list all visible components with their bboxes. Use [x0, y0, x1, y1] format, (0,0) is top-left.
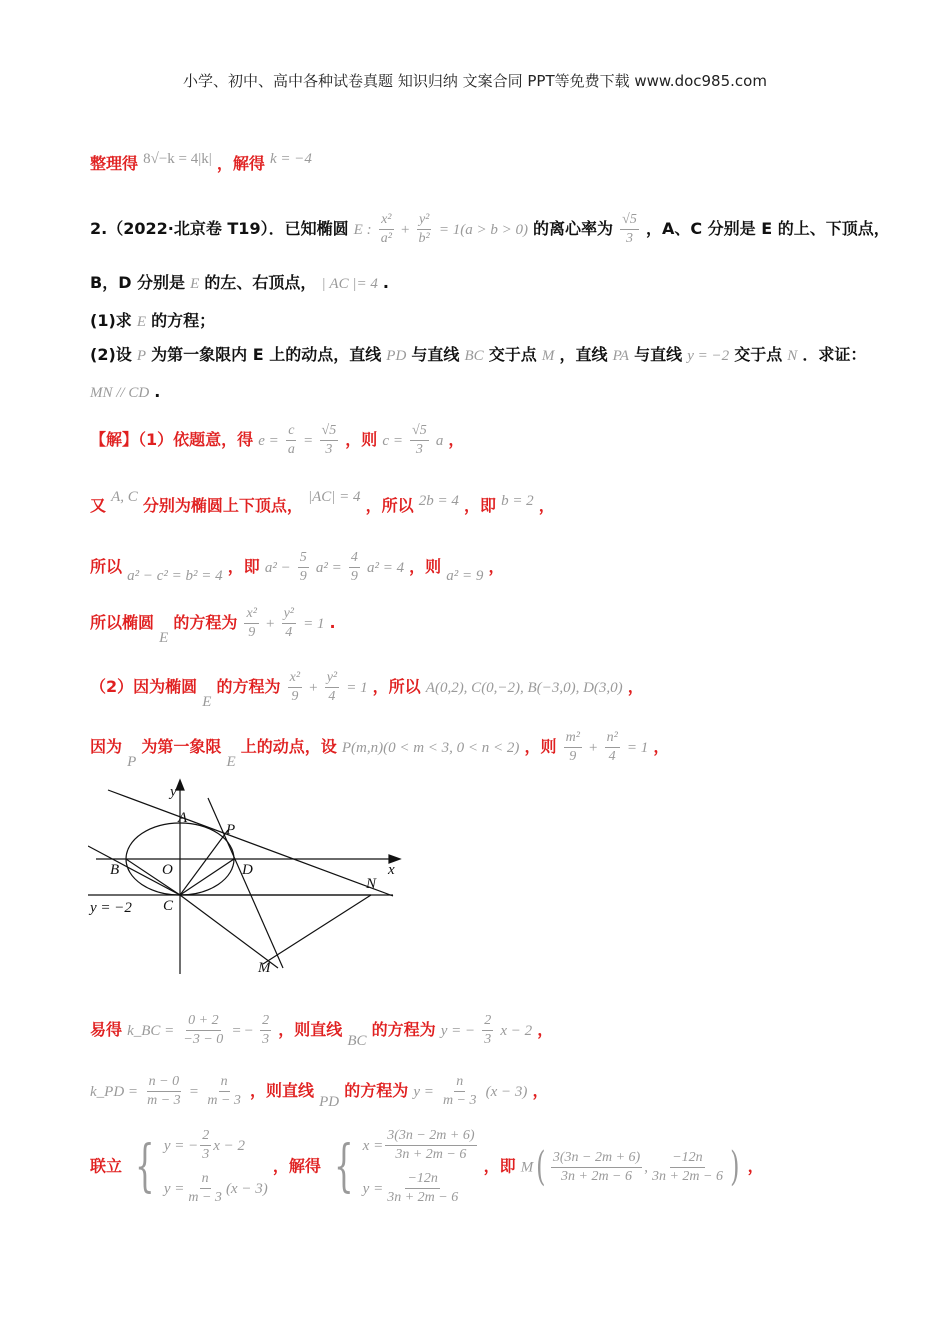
text: 与直线	[411, 345, 460, 364]
text: 易得	[90, 1020, 123, 1040]
label-d: D	[242, 862, 253, 878]
equation-system: y = − $\frac{2}{3}$ x − 2 y = $\frac{n}{m - 3}$ (x − 3)	[163, 1128, 268, 1206]
label-y: y	[170, 784, 177, 800]
question-2-line-2	[90, 275, 389, 292]
math: k_PD =	[90, 1084, 139, 1101]
text: ，即	[463, 496, 496, 515]
fraction: $\frac{√5}{3}$	[321, 423, 337, 458]
math: a² = 9	[446, 568, 484, 585]
math: a² =	[315, 560, 342, 577]
label-line: y = −2	[90, 900, 132, 916]
text: 交于点	[734, 345, 783, 364]
math: b = 2	[501, 493, 534, 509]
math: E	[226, 754, 236, 771]
text: 交于点	[488, 345, 537, 364]
text: 的方程为	[344, 1081, 409, 1101]
solution-line-3	[90, 550, 505, 585]
math: k_BC =	[127, 1023, 175, 1040]
text: ，	[537, 1020, 554, 1040]
fraction: $\frac{\text{m²}}{9}$	[565, 730, 580, 765]
line-cm	[180, 895, 278, 968]
text: 为第一象限内 E 上的动点，直线	[151, 345, 382, 364]
text: 整理得	[90, 154, 139, 173]
text: ，	[653, 737, 670, 757]
fraction: $\frac{2}{3}$	[262, 1013, 270, 1048]
fraction: $\frac{\text{y²}}{4}$	[326, 670, 338, 705]
fraction: $\frac{c}{a}$	[287, 423, 295, 458]
math: y = −	[440, 1023, 476, 1040]
text: 又	[90, 496, 107, 515]
label-n: N	[366, 876, 377, 892]
text: (1)求	[90, 311, 132, 330]
math: = 1	[346, 680, 368, 697]
text: 的方程为	[371, 1020, 436, 1040]
math: +	[309, 680, 318, 697]
fraction: $\frac{\text{n²}}{4}$	[606, 730, 618, 765]
segment-cd	[180, 859, 234, 895]
math: BC	[464, 348, 484, 364]
math: a² − c² = b² = 4	[127, 568, 223, 585]
solution-line-2	[90, 490, 555, 514]
solution-line-7	[90, 1013, 553, 1049]
question-2-part-2	[90, 347, 866, 364]
text: ，A、C 分别是 E 的上、下顶点，	[645, 219, 890, 239]
math: 2b = 4	[418, 493, 459, 509]
math: E	[190, 276, 200, 292]
math: y =	[413, 1084, 434, 1101]
text: ，则直线	[250, 1081, 315, 1101]
fraction: $\frac{n}{m - 3}$	[442, 1074, 477, 1109]
text: ．求证：	[802, 345, 867, 364]
text: 上的动点，设	[240, 737, 337, 757]
text: .	[382, 273, 389, 292]
label-a: A	[178, 810, 188, 826]
text: 为第一象限	[141, 737, 222, 757]
math: = 1	[303, 616, 325, 633]
question-2-part-1	[90, 313, 215, 330]
label-p: P	[226, 822, 236, 838]
label-c: C	[163, 898, 174, 914]
fraction: $\frac{√5}{3}$	[622, 212, 637, 247]
question-2-part-2-cont	[90, 384, 160, 401]
label-o: O	[162, 862, 173, 878]
text: ，则直线	[278, 1020, 343, 1040]
text: ，则	[345, 430, 378, 450]
math: =	[189, 1084, 199, 1101]
fraction: $\frac{-12n}{3n + 2m - 6}$	[651, 1149, 723, 1184]
text: ，	[747, 1156, 764, 1176]
text: 的方程；	[151, 311, 216, 330]
solution-system: x = $\frac{3(3n - 2m + 6)}{3n + 2m - 6}$ y = $\frac{-12n}{3n + 2m - 6}$	[362, 1128, 475, 1206]
paren: (	[536, 1144, 546, 1191]
fraction: $\frac{4}{9}$	[350, 550, 358, 585]
text: ，	[532, 1081, 549, 1101]
math: P	[136, 348, 147, 364]
math: +	[589, 740, 598, 757]
fraction: $\frac{2}{3}$	[484, 1013, 492, 1048]
math: MN // CD	[90, 385, 150, 401]
math: E	[136, 314, 147, 330]
math: E	[202, 694, 212, 711]
fraction: $\frac{5}{9}$	[299, 550, 307, 585]
fraction: $\frac{n}{m - 3}$	[207, 1074, 241, 1109]
math: PA	[612, 348, 629, 364]
math: E	[159, 630, 169, 647]
math: =	[303, 433, 313, 450]
math: y = −2	[687, 348, 730, 364]
math: PD	[319, 1094, 340, 1111]
text: ，所以	[372, 677, 421, 697]
text: ，	[448, 430, 465, 450]
left-brace: {	[333, 1134, 354, 1200]
fraction: $\frac{\text{x²}}{\text{a²}}$	[380, 212, 392, 247]
text: ，则	[524, 737, 557, 757]
text: 与直线	[634, 345, 683, 364]
text: .	[154, 382, 161, 401]
math: = 1	[626, 740, 649, 757]
math: +	[266, 616, 275, 633]
text: 2.（2022·北京卷 T19）．已知椭圆	[90, 219, 349, 239]
math: a² −	[264, 560, 291, 577]
text: 的方程为	[216, 677, 281, 697]
geometry-figure	[88, 778, 408, 978]
math: e =	[258, 433, 279, 450]
paren: )	[730, 1144, 740, 1191]
solution-line-8	[90, 1074, 548, 1110]
math: P	[127, 754, 137, 771]
text: （2）因为椭圆	[90, 677, 198, 697]
text: 的左、右顶点，	[204, 273, 317, 292]
text: ，解得	[216, 154, 265, 173]
solution-line-1	[90, 423, 464, 458]
math: 8√−k = 4|k|	[143, 151, 212, 167]
text: ，解得	[272, 1156, 321, 1176]
math: (x − 3)	[485, 1084, 528, 1101]
fraction: $\frac{\text{y²}}{4}$	[283, 606, 294, 641]
text: ，则	[409, 557, 442, 577]
page-header: 小学、初中、高中各种试卷真题 知识归纳 文案合同 PPT等免费下载 www.doc985.com	[183, 72, 767, 90]
text: 的方程为	[173, 613, 238, 633]
math: BC	[347, 1033, 367, 1050]
text: (2)设	[90, 345, 132, 364]
y-axis-arrow	[176, 780, 184, 790]
solution-line-9	[90, 1128, 764, 1206]
math: P(m,n)(0 < m < 3, 0 < n < 2)	[341, 740, 520, 757]
segment-nm	[263, 895, 371, 964]
fraction: $\frac{0 + 2}{-3 - 0}$	[183, 1013, 224, 1048]
math: ,	[644, 1159, 648, 1176]
math: |AC| = 4	[307, 489, 361, 505]
text: 【解】（1）依题意，得	[90, 430, 254, 450]
text: 分别为椭圆上下顶点，	[142, 496, 303, 515]
solution-line-5	[90, 670, 644, 710]
math: M	[520, 1159, 534, 1176]
text: ，	[538, 496, 555, 515]
text: 所以椭圆	[90, 613, 155, 633]
text: 因为	[90, 737, 123, 757]
math: c =	[382, 433, 403, 450]
math: x − 2	[500, 1023, 533, 1040]
math: PD	[386, 348, 407, 364]
label-m: M	[258, 960, 271, 976]
math: = −	[232, 1023, 254, 1040]
fraction: $\frac{n - 0}{m - 3}$	[147, 1074, 181, 1109]
fraction: $\frac{\text{y²}}{\text{b²}}$	[418, 212, 430, 247]
fraction: $\frac{3(3n - 2m + 6)}{3n + 2m - 6}$	[552, 1149, 641, 1184]
math: +	[400, 222, 410, 239]
text: B，D 分别是	[90, 273, 186, 292]
solution-line-4	[90, 606, 336, 646]
math: A(0,2), C(0,−2), B(−3,0), D(3,0)	[425, 680, 623, 697]
line-simplify	[90, 152, 312, 172]
math: = 1(a > b > 0)	[438, 222, 528, 239]
text: ，	[488, 557, 505, 577]
label-x: x	[388, 862, 395, 878]
text: 所以	[90, 557, 123, 577]
label-b: B	[110, 862, 120, 878]
text: ，所以	[365, 496, 414, 515]
math: M	[541, 348, 555, 364]
math: | AC |= 4	[321, 276, 378, 292]
question-2-line-1	[90, 212, 890, 247]
math: N	[787, 348, 798, 364]
text: ，即	[483, 1156, 516, 1176]
text: ，直线	[559, 345, 608, 364]
math: a² = 4	[366, 560, 405, 577]
math: k = −4	[269, 151, 312, 167]
text: .	[329, 613, 336, 633]
math: E :	[353, 222, 372, 239]
math: a	[435, 433, 444, 450]
fraction: $\frac{\text{x²}}{9}$	[246, 606, 257, 641]
solution-line-6	[90, 730, 669, 770]
text: ，即	[227, 557, 260, 577]
fraction: $\frac{√5}{3}$	[412, 423, 427, 458]
math: A, C	[111, 489, 138, 505]
fraction: $\frac{\text{x²}}{9}$	[289, 670, 301, 705]
text: ，	[627, 677, 644, 697]
left-brace: {	[135, 1134, 155, 1200]
text: 联立	[90, 1156, 123, 1176]
segment-cp	[180, 830, 228, 895]
text: 的离心率为	[533, 219, 614, 239]
